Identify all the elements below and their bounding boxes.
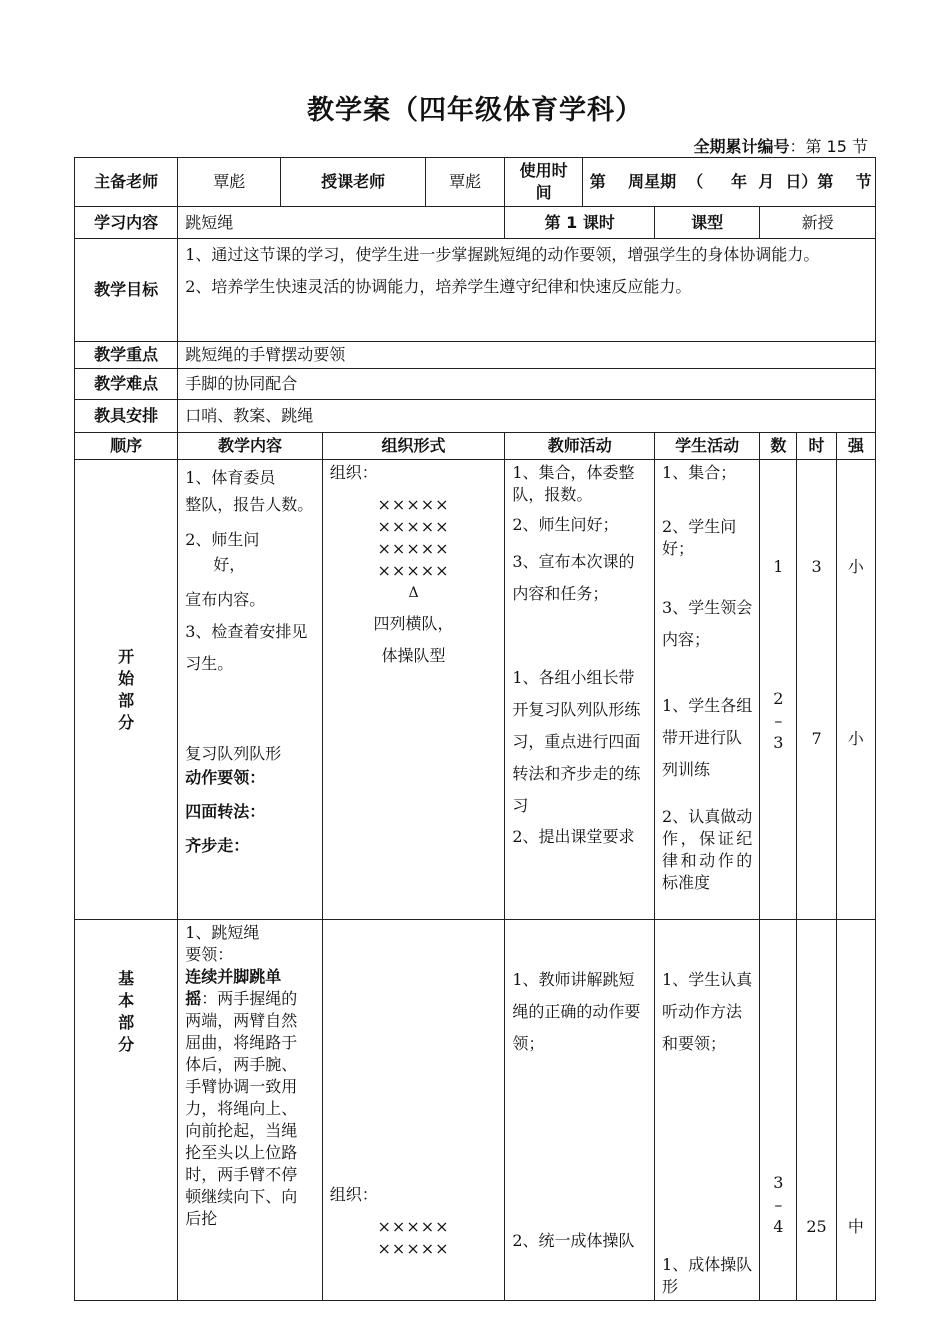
basic-count: 4 [773, 1217, 784, 1236]
start-org-label: 组织： [329, 463, 378, 482]
difficulty-value: 手脚的协同配合 [178, 369, 876, 400]
basic-teacher-activity: 1、教师讲解跳短绳的正确的动作要领； [512, 970, 641, 1053]
time-value: 第 周星期 （ 年 月 日）第 节 [582, 158, 875, 207]
start-content-line: 1、体育委员 [185, 468, 276, 487]
col-teacher-activity: 教师活动 [505, 433, 655, 460]
start-section-row [75, 460, 876, 920]
col-time: 时 [797, 433, 836, 460]
basic-teacher-activity: 2、统一成体操队 [512, 1231, 635, 1250]
difficulty-label: 教学难点 [75, 369, 178, 400]
start-student-activity: 2、学生问好； [662, 517, 737, 558]
start-content-line: 3、检查着安排见习生。 [185, 622, 308, 673]
start-content-line: 好， [213, 555, 246, 574]
basic-org-label: 组织： [329, 1185, 378, 1204]
content-value: 跳短绳 [178, 207, 505, 239]
header-row-teachers [75, 158, 876, 207]
start-teacher-activity: 1、各组小组长带开复习队列队形练习，重点进行四面转法和齐步走的练习 [512, 668, 641, 815]
tools-row [75, 400, 876, 433]
start-student-activity: 3、学生领会内容； [662, 598, 753, 649]
basic-intensity: 中 [847, 1217, 864, 1236]
start-count-1: 1 [773, 557, 784, 576]
basic-content-line: 要领： [185, 945, 234, 964]
difficulty-row [75, 369, 876, 400]
start-content-line: 四面转法： [185, 802, 266, 821]
start-content-line: 2、师生问 [185, 530, 260, 549]
goal-label: 教学目标 [75, 239, 178, 342]
start-intensity-2: 小 [847, 729, 864, 748]
basic-section-label: 基 本 部 分 [75, 920, 178, 1301]
serial-value: ：第 15 节 [789, 137, 868, 156]
lesson-plan-table [74, 157, 876, 1301]
start-content-line: 动作要领： [185, 768, 266, 787]
type-label: 课型 [655, 207, 760, 239]
header-row-content [75, 207, 876, 239]
start-teacher-activity: 2、师生问好； [512, 515, 619, 534]
col-order: 顺序 [75, 433, 178, 460]
type-value: 新授 [760, 207, 876, 239]
page-title: 教学案（四年级体育学科） [307, 95, 643, 126]
start-count-2: – [774, 711, 783, 730]
start-teacher-activity: 2、提出课堂要求 [512, 827, 635, 846]
period-value: 第 1 课时 [505, 207, 655, 239]
basic-count: – [774, 1195, 783, 1214]
basic-student-activity: 1、学生认真听动作方法和要领； [662, 970, 753, 1053]
col-content: 教学内容 [178, 433, 322, 460]
start-student-activity: 1、学生各组带开进行队列训练 [662, 696, 753, 779]
lecturer-value: 覃彪 [425, 158, 504, 207]
formation-row: ××××× [377, 495, 450, 514]
formation-row: ××××× [377, 517, 450, 536]
content-label: 学习内容 [75, 207, 178, 239]
start-content-line: 整队，报告人数。 [185, 495, 314, 514]
formation-row: ××××× [377, 1239, 450, 1258]
col-intensity: 强 [836, 433, 875, 460]
start-intensity-1: 小 [847, 557, 864, 576]
start-teacher-activity: 3、宣布本次课的内容和任务； [512, 552, 635, 603]
col-student-activity: 学生活动 [655, 433, 760, 460]
start-content-line: 齐步走： [185, 836, 250, 855]
time-label: 使用时间 [505, 158, 582, 207]
start-count-2: 2 [773, 689, 784, 708]
cumulative-serial [693, 134, 868, 157]
key-label: 教学重点 [75, 342, 178, 369]
start-content-line: 复习队列队形 [185, 744, 282, 763]
main-teacher-label: 主备老师 [75, 158, 178, 207]
formation-row: ××××× [377, 1217, 450, 1236]
goal-2: 2、培养学生快速灵活的协调能力，培养学生遵守纪律和快速反应能力。 [185, 277, 692, 296]
formation-row: ××××× [377, 561, 450, 580]
formation-row: ××××× [377, 539, 450, 558]
start-student-activity: 1、集合； [662, 463, 737, 482]
key-value: 跳短绳的手臂摆动要领 [178, 342, 876, 369]
basic-student-activity: 1、成体操队形 [662, 1255, 753, 1296]
lecturer-label: 授课老师 [281, 158, 426, 207]
col-organization: 组织形式 [322, 433, 505, 460]
teacher-position-mark: Δ [408, 585, 419, 601]
start-count-2: 3 [773, 733, 784, 752]
column-header-row [75, 433, 876, 460]
basic-time: 25 [806, 1217, 827, 1236]
col-count: 数 [760, 433, 797, 460]
basic-content-line: 1、跳短绳 [185, 923, 260, 942]
tools-label: 教具安排 [75, 400, 178, 433]
start-time-2: 7 [811, 729, 822, 748]
goal-1: 1、通过这节课的学习，使学生进一步掌握跳短绳的动作要领，增强学生的身体协调能力。 [185, 245, 820, 264]
basic-content-text [185, 966, 307, 1230]
basic-section-row [75, 920, 876, 1301]
start-content-line: 宣布内容。 [185, 590, 266, 609]
main-teacher-value: 覃彪 [178, 158, 281, 207]
start-teacher-activity: 1、集合，体委整队，报数。 [512, 463, 635, 504]
basic-content-rest: ：两手握绳的两端，两臂自然屈曲，将绳路于体后，两手腕、手臂协调一致用力，将绳向上、向前抡起，当绳抡至头以上位路时，两手臂不停顿继续向下、向后抡 [185, 989, 298, 1228]
basic-content-bold: 连续并脚跳单摇 [185, 967, 282, 1008]
serial-label: 全期累计编号 [693, 137, 790, 156]
start-section-label: 开 始 部 分 [75, 460, 178, 920]
start-student-activity: 2、认真做动作，保证纪律和动作的标准度 [662, 807, 753, 892]
basic-count: 3 [773, 1173, 784, 1192]
key-row [75, 342, 876, 369]
goal-row [75, 239, 876, 342]
start-org-desc: 四列横队， [373, 614, 454, 633]
tools-value: 口哨、教案、跳绳 [178, 400, 876, 433]
start-org-desc: 体操队型 [381, 646, 446, 665]
start-time-1: 3 [811, 557, 822, 576]
